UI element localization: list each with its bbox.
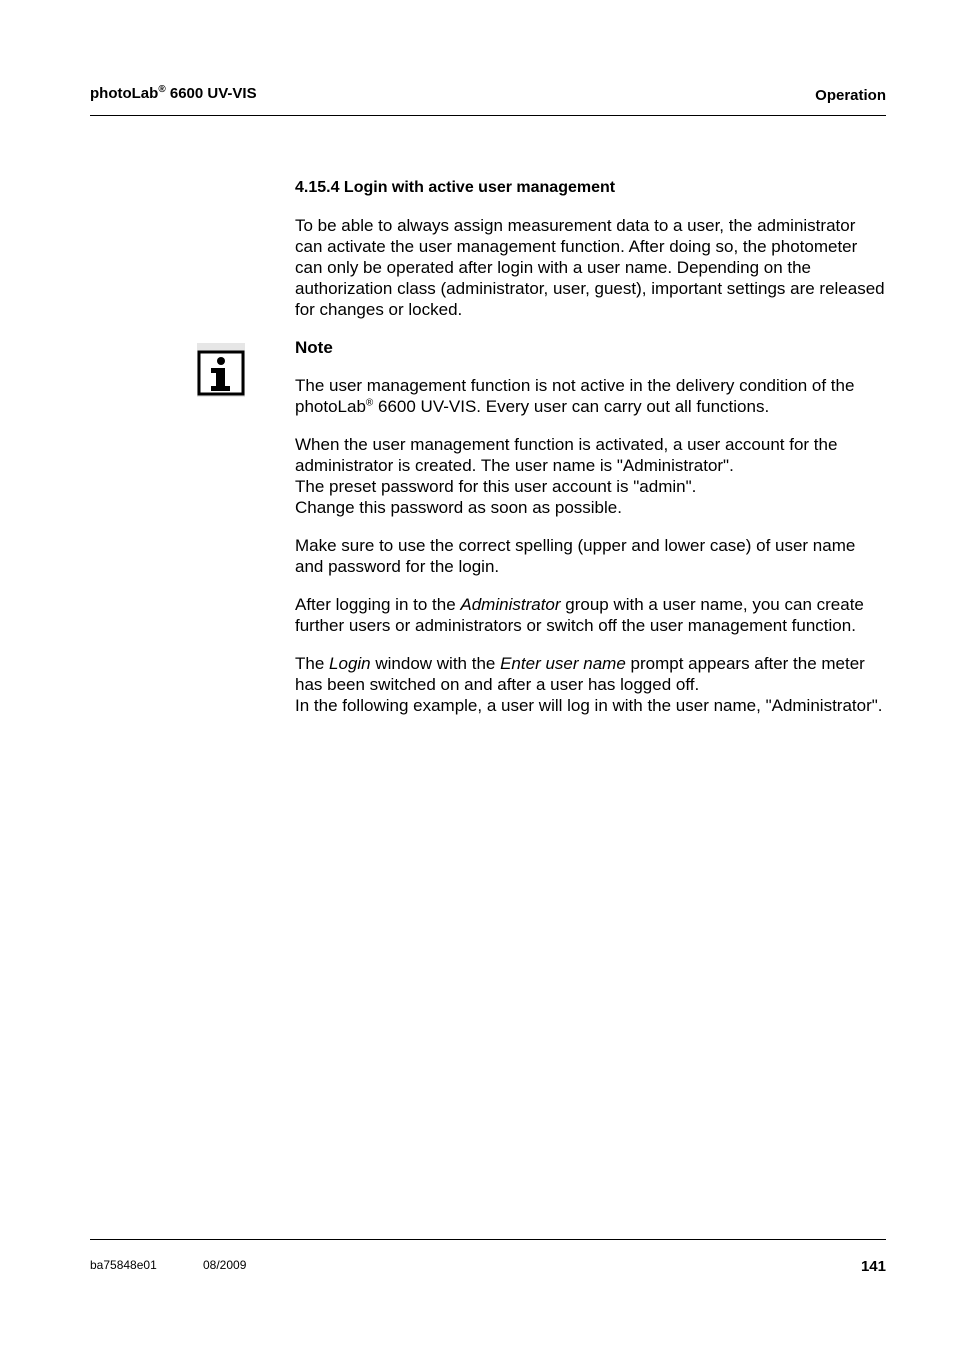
login-term: Login (329, 654, 371, 673)
spelling-paragraph: Make sure to use the correct spelling (upper and lower case) of user name and password for the login. (295, 536, 856, 576)
administrator-group-term: Administrator (460, 595, 561, 614)
product-title (90, 85, 257, 102)
section-heading: 4.15.4 Login with active user management (295, 179, 616, 196)
login-window-pre: The (295, 654, 330, 673)
document-date: 08/2009 (203, 1258, 247, 1272)
note-text (295, 375, 887, 417)
registered-mark: ® (365, 397, 374, 409)
login-window-mid: window with the (370, 654, 501, 673)
main-content (295, 177, 887, 733)
example-sentence: In the following example, a user will log in with the user name, "Administrator". (295, 696, 883, 715)
after-login-pre: After logging in to the (295, 595, 461, 614)
page-header (90, 85, 886, 116)
after-login-paragraph (295, 594, 887, 636)
product-model: 6600 UV-VIS (165, 85, 257, 102)
registered-mark: ® (158, 84, 166, 95)
after-login-post: group with a user name, you can create further users or administrators or switch off the user management function. (295, 595, 864, 635)
enter-user-name-term: Enter user name (500, 654, 626, 673)
admin-account-paragraph (295, 434, 887, 518)
info-icon (197, 343, 245, 397)
note-block (295, 337, 887, 417)
document-number: ba75848e01 (90, 1258, 157, 1272)
login-window-post: prompt appears after the meter has been switched on and after a user has logged off. (295, 654, 865, 694)
admin-account-line3: Change this password as soon as possible. (295, 498, 622, 517)
note-text-part1: The user management function is not active in the delivery condition of the photoLab (295, 376, 855, 416)
note-text-part2: 6600 UV-VIS. Every user can carry out all functions. (373, 397, 770, 416)
page-number: 141 (860, 1258, 886, 1275)
intro-paragraph: To be able to always assign measurement data to a user, the administrator can activate the user management function. After doing so, the photometer can only be operated after login with a user name. Depending on the authorization class (administrator, user, guest), important settings are released for changes or locked. (295, 216, 885, 319)
login-window-sentence (295, 653, 887, 695)
chapter-title: Operation (815, 87, 886, 104)
admin-account-line2: The preset password for this user account is "admin". (295, 477, 697, 496)
product-name: photoLab (90, 85, 159, 102)
login-window-paragraph (295, 653, 887, 716)
admin-account-line1: When the user management function is activated, a user account for the administrator is created. The user name is "Administrator". (295, 435, 838, 475)
page-footer (90, 1239, 886, 1280)
note-title: Note (295, 338, 333, 357)
